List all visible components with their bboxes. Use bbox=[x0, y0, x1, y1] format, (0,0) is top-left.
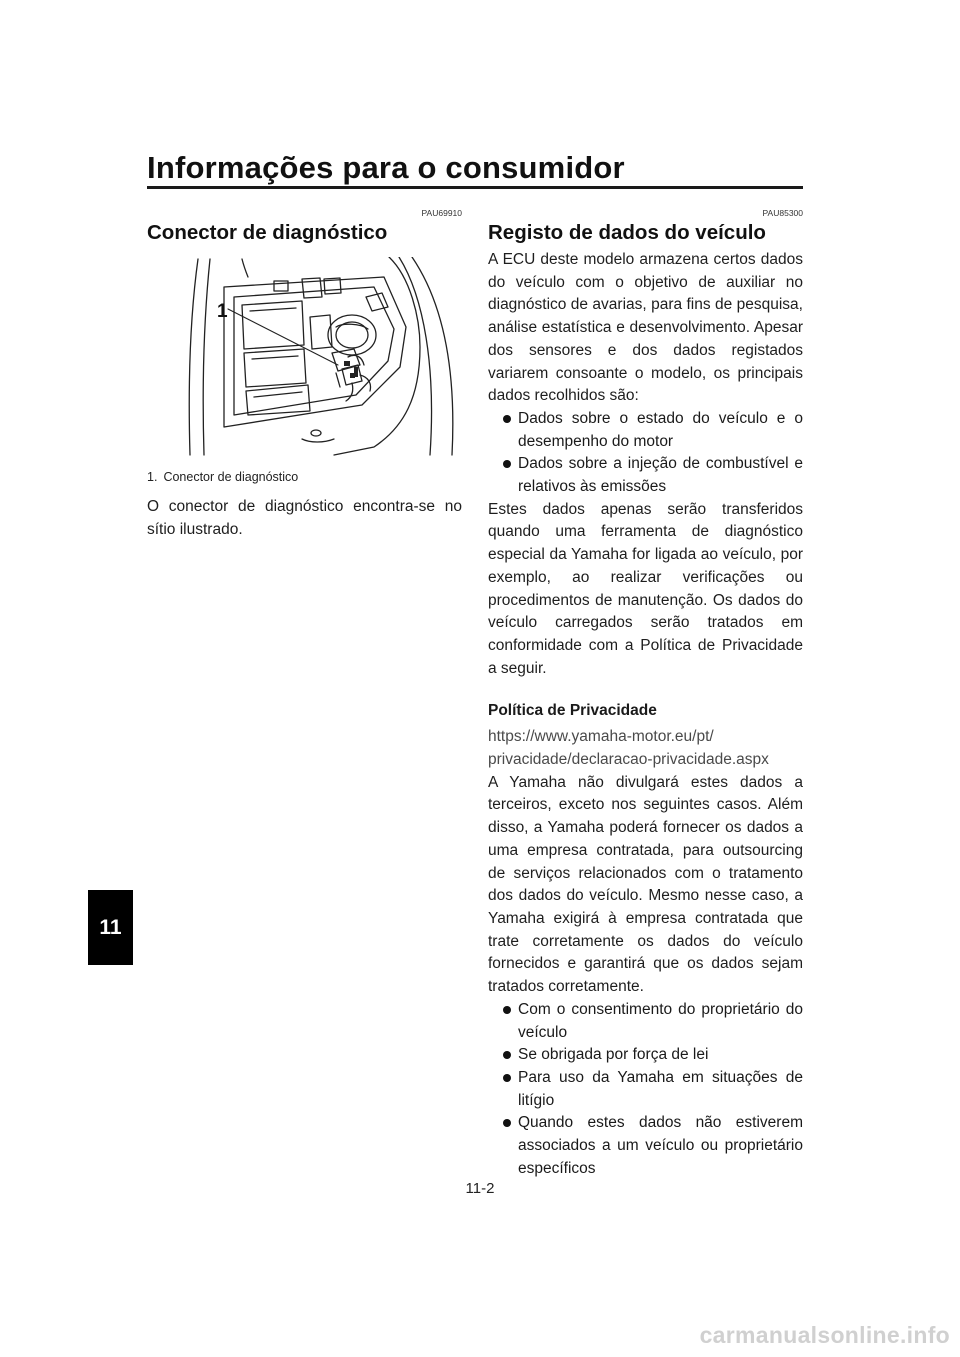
page-number: 11-2 bbox=[465, 1180, 495, 1197]
section-heading-diagnostic-connector: Conector de diagnóstico bbox=[147, 221, 388, 244]
figure-caption bbox=[147, 470, 462, 484]
chapter-tab: 11 bbox=[88, 890, 133, 965]
right-column bbox=[488, 208, 803, 1180]
paragraph: Estes dados apenas serão transferidos quando uma ferramenta de diagnóstico especial da Yamaha for ligada ao veículo, por exemplo, ao realizar verificações ou procedimentos de manutenção. Os dados do veículo carregados serão tratados em conformidade com a Política de Privacidade a seguir. bbox=[488, 500, 803, 677]
title-rule bbox=[147, 186, 803, 189]
left-column bbox=[147, 208, 462, 541]
list-item: Quando estes dados não estiverem associados a um veículo ou proprietário específicos bbox=[488, 1112, 803, 1180]
list-item: Com o consentimento do proprietário do veículo bbox=[488, 999, 803, 1044]
caption-number: 1. bbox=[147, 470, 158, 484]
list-item: Se obrigada por força de lei bbox=[488, 1044, 803, 1067]
section-code: PAU69910 bbox=[421, 208, 462, 218]
watermark: carmanualsonline.info bbox=[699, 1322, 950, 1348]
paragraph: A ECU deste modelo armazena certos dados do veículo com o objetivo de auxiliar no diagnóstico de avarias, para fins de pesquisa, análise estatística e desenvolvimento. Apesar dos sensores e dos dados registados variarem consoante o modelo, os principais dados recolhidos são: bbox=[488, 251, 803, 405]
privacy-url[interactable] bbox=[488, 726, 803, 771]
caption-text: Conector de diagnóstico bbox=[163, 470, 299, 484]
bullet-list bbox=[488, 999, 803, 1181]
privacy-policy-heading: Política de Privacidade bbox=[488, 702, 657, 720]
bullet-list bbox=[488, 408, 803, 499]
url-line: privacidade/declaracao-privacidade.aspx bbox=[488, 751, 769, 769]
url-line: https://www.yamaha-motor.eu/pt/ bbox=[488, 728, 714, 746]
list-item: Dados sobre o estado do veículo e o desempenho do motor bbox=[488, 408, 803, 453]
section-code: PAU85300 bbox=[762, 208, 803, 218]
figure-callout-1: 1 bbox=[217, 301, 228, 322]
paragraph: A Yamaha não divulgará estes dados a terceiros, exceto nos seguintes casos. Além disso, a Yamaha poderá fornecer os dados a uma empresa contratada, para outsourcing de serviços relacionados com o tratamento dos dados do veículo. Mesmo nesse caso, a Yamaha exigirá à empresa contratada que trate corretamente os dados do veículo fornecidos e garantirá que os dados sejam tratados corretamente. bbox=[488, 773, 803, 996]
page-title: Informações para o consumidor bbox=[147, 150, 625, 185]
list-item: Para uso da Yamaha em situações de litígio bbox=[488, 1067, 803, 1112]
connector-location-paragraph: O conector de diagnóstico encontra-se no sítio ilustrado. bbox=[147, 498, 462, 538]
diagnostic-connector-illustration bbox=[184, 257, 461, 457]
list-item: Dados sobre a injeção de combustível e relativos às emissões bbox=[488, 453, 803, 498]
section-heading-vehicle-data: Registo de dados do veículo bbox=[488, 221, 766, 244]
